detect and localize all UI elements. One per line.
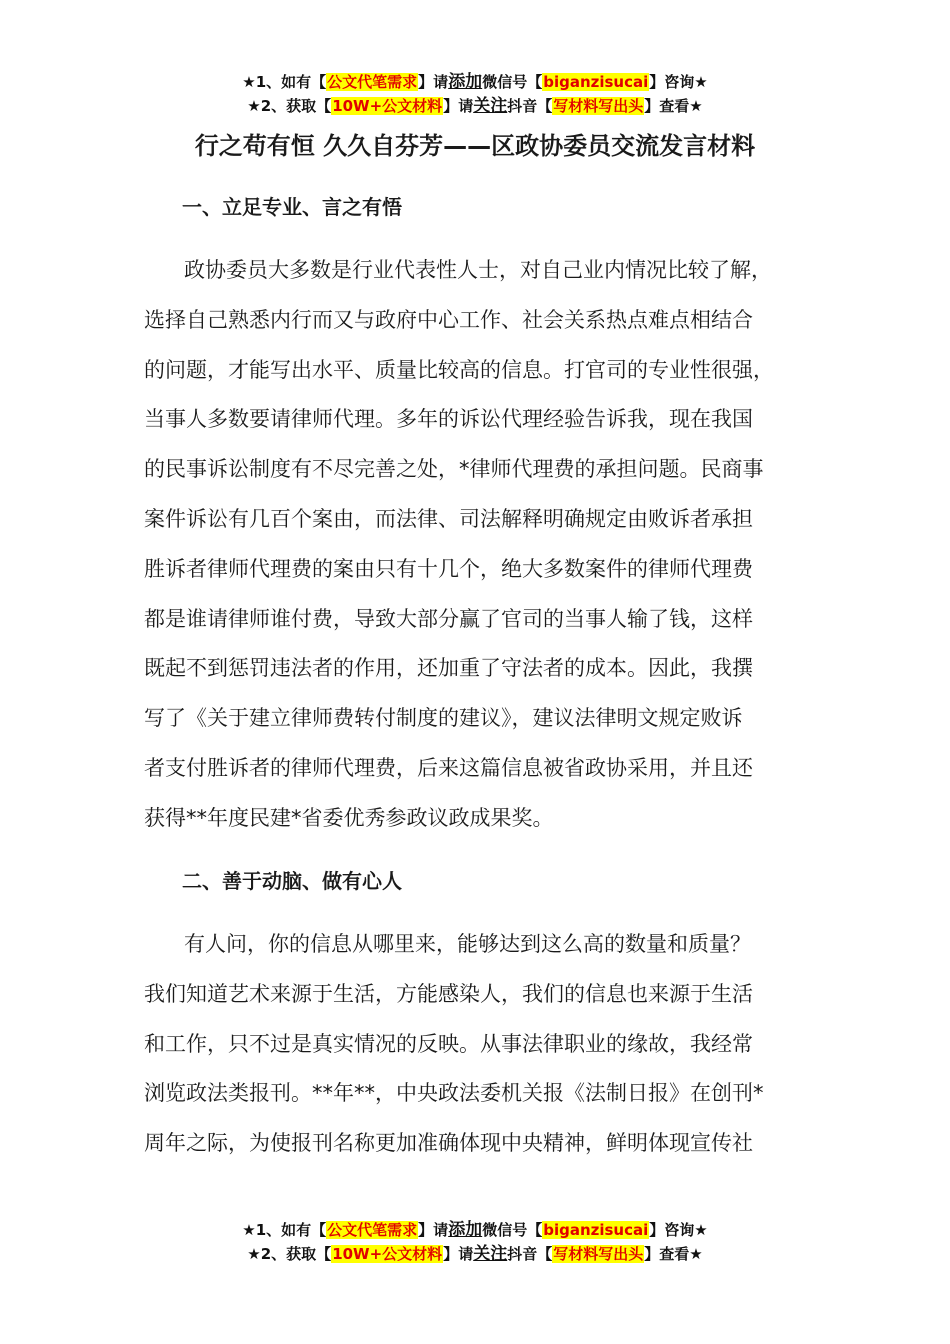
paragraph-line: 案件诉讼有几百个案由，而法律、司法解释明确规定由败诉者承担 [144,506,753,531]
banner-wechat-id: biganzisucai [543,1221,649,1239]
banner-text: 】咨询★ [649,1221,708,1239]
paragraph-line: 政协委员大多数是行业代表性人士，对自己业内情况比较了解， [184,258,772,282]
paragraph-line: 的问题，才能写出水平、质量比较高的信息。打官司的专业性很强， [144,357,774,382]
banner-line-2 [0,1242,950,1266]
paragraph-line: 者支付胜诉者的律师代理费，后来这篇信息被省政协采用，并且还 [144,755,753,780]
banner-wechat-id: biganzisucai [543,73,649,91]
section-1-paragraph [144,246,834,844]
section-2-paragraph [144,920,834,1169]
banner-text: 抖音【 [507,1245,553,1263]
banner-line-1 [0,1218,950,1242]
paragraph-line: 和工作，只不过是真实情况的反映。从事法律职业的缘故，我经常 [144,1031,753,1056]
banner-emphasis: 关注 [473,1244,508,1264]
paragraph-line: 周年之际，为使报刊名称更加准确体现中央精神，鲜明体现宣传社 [144,1131,753,1156]
paragraph-line: 浏览政法类报刊。**年**，中央政法委机关报《法制日报》在创刊* [144,1081,764,1106]
paragraph-line: 选择自己熟悉内行而又与政府中心工作、社会关系热点难点相结合 [144,307,753,332]
header-banner [0,70,950,118]
banner-text: ★2、获取【 [247,97,332,115]
section-heading-2: 二、善于动脑、做有心人 [182,869,402,893]
banner-text: 】请 [443,97,474,115]
banner-text: 微信号【 [482,73,543,91]
paragraph-line: 写了《关于建立律师费转付制度的建议》，建议法律明文规定败诉 [144,706,743,731]
banner-text: 】查看★ [644,1245,703,1263]
banner-text: ★2、获取【 [247,1245,332,1263]
paragraph-line: 有人问，你的信息从哪里来，能够达到这么高的数量和质量？ [184,932,751,956]
banner-text: 】请 [443,1245,474,1263]
banner-text: ★1、如有【 [242,73,327,91]
banner-text: 】咨询★ [649,73,708,91]
banner-douyin-id: 写材料写出头 [553,1245,644,1263]
banner-text: ★1、如有【 [242,1221,327,1239]
paragraph-line: 胜诉者律师代理费的案由只有十几个，绝大多数案件的律师代理费 [144,556,753,581]
banner-line-1 [0,70,950,94]
banner-text: 】请 [418,1221,449,1239]
paragraph-line: 我们知道艺术来源于生活，方能感染人，我们的信息也来源于生活 [144,981,753,1006]
paragraph-line: 当事人多数要请律师代理。多年的诉讼代理经验告诉我，现在我国 [144,407,753,432]
banner-text: 】查看★ [644,97,703,115]
banner-highlight: 公文代笔需求 [327,73,418,91]
banner-text: 微信号【 [482,1221,543,1239]
banner-text: 】请 [418,73,449,91]
banner-douyin-id: 写材料写出头 [553,97,644,115]
document-title: 行之苟有恒 久久自芬芳——区政协委员交流发言材料 [194,132,756,160]
banner-emphasis: 添加 [448,72,483,92]
banner-highlight: 10W+公文材料 [332,97,443,115]
paragraph-line: 的民事诉讼制度有不尽完善之处，*律师代理费的承担问题。民商事 [144,457,764,482]
paragraph-line: 都是谁请律师谁付费，导致大部分赢了官司的当事人输了钱，这样 [144,606,753,631]
banner-text: 抖音【 [507,97,553,115]
banner-line-2 [0,94,950,118]
banner-highlight: 公文代笔需求 [327,1221,418,1239]
banner-highlight: 10W+公文材料 [332,1245,443,1263]
paragraph-line: 获得**年度民建*省委优秀参政议政成果奖。 [144,805,554,830]
paragraph-line: 既起不到惩罚违法者的作用，还加重了守法者的成本。因此，我撰 [144,656,753,681]
banner-emphasis: 添加 [448,1220,483,1240]
section-heading-1: 一、立足专业、言之有悟 [182,195,402,219]
footer-banner [0,1218,950,1266]
banner-emphasis: 关注 [473,96,508,116]
